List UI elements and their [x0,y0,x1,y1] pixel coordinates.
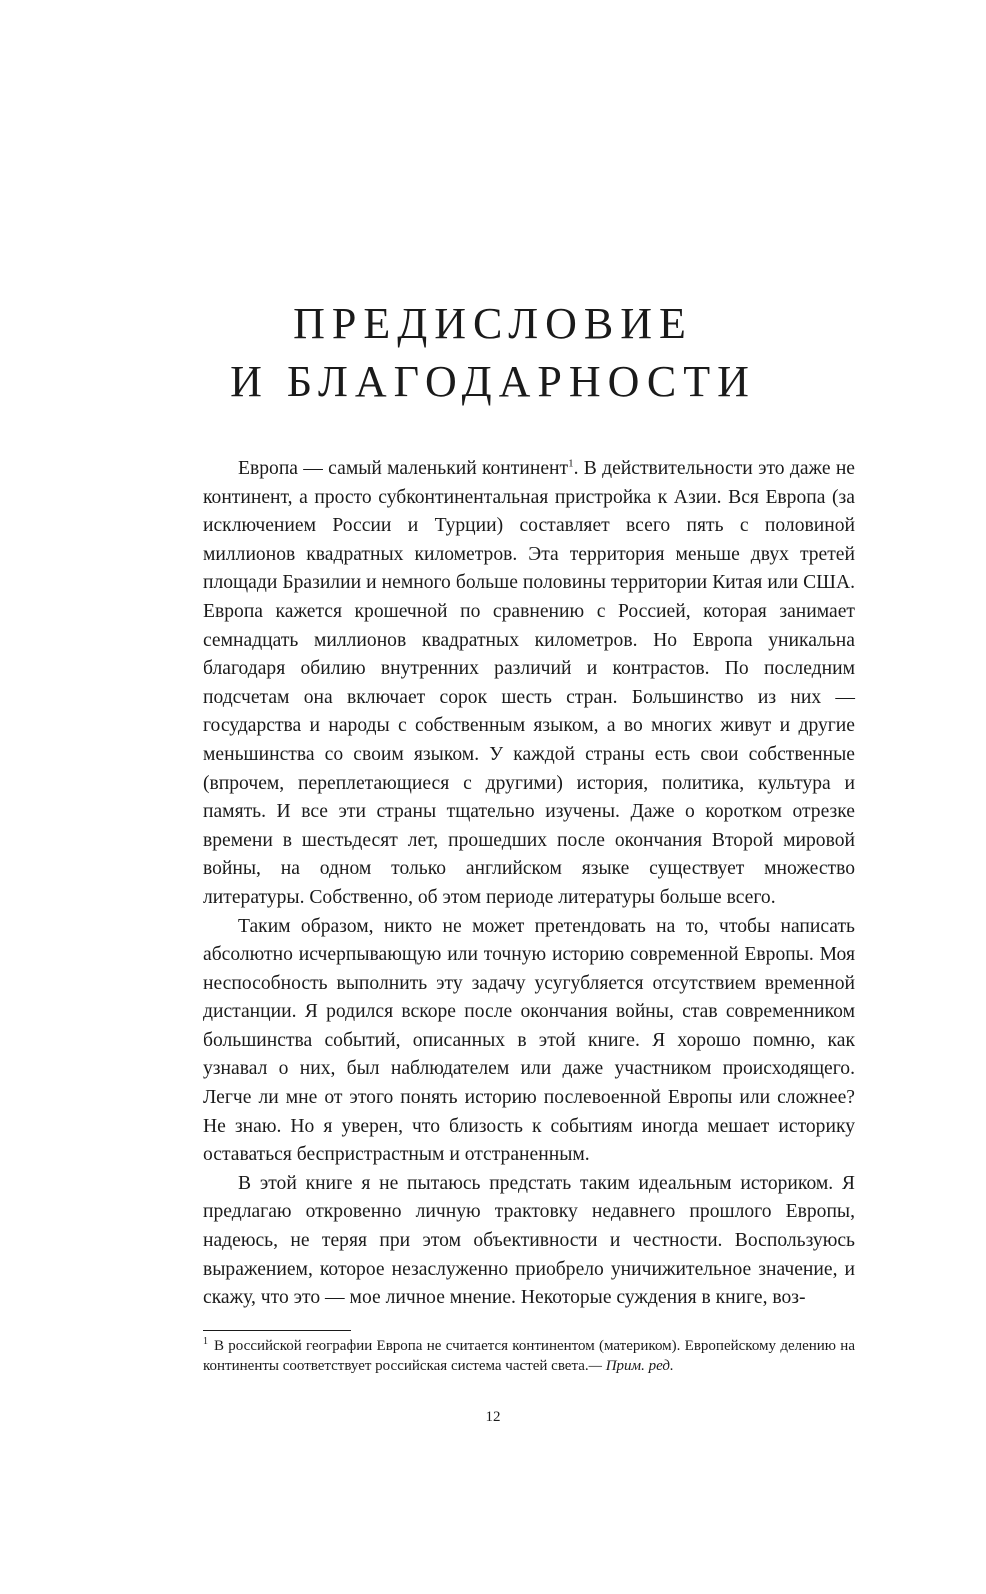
footnote [203,1336,855,1376]
chapter-title-line-1: ПРЕДИСЛОВИЕ [293,299,693,348]
paragraph-1-text-start: Европа — самый маленький континент [238,458,569,479]
paragraph-2: Таким образом, никто не может претендовать на то, чтобы написать абсолютно исчерпывающую или точную историю современной Европы. Моя неспособность выполнить эту задачу усугубляется отсутствием временной дистанции. Я родился вскоре после окончания войны, став современником большинства событий, описанных в этой книге. Я хорошо помню, как узнавал о них, был наблюдателем или даже участником происходящего. Легче ли мне от этого понять историю послевоенной Европы или сложнее? Не знаю. Но я уверен, что близость к событиям иногда мешает историку оставаться беспристрастным и отстраненным. [203,915,855,1166]
chapter-title-line-2: И БЛАГОДАРНОСТИ [230,357,756,406]
page-number: 12 [485,1409,501,1425]
paragraph-3: В этой книге я не пытаюсь предстать таким идеальным историком. Я предлагаю откровенно личную трактовку недавнего прошлого Европы, надеюсь, не теряя при этом объективности и честности. Воспользуюсь выражением, которое незаслуженно приобрело уничижительное значение, и скажу, что это — мое личное мнение. Некоторые суждения в книге, воз- [203,1172,855,1309]
paragraph-1-text-end: . В действительности это даже не континент, а просто субконтинентальная пристройка к Азии. Вся Европа (за исключением России и Турции) составляет всего пять с половиной миллионов квадратных километров. Эта территория меньше двух третей площади Бразилии и немного больше половины территории Китая или США. Европа кажется крошечной по сравнению с Россией, которая занимает семнадцать миллионов квадратных километров. Но Европа уникальна благодаря обилию внутренних различий и контрастов. По последним подсчетам она включает сорок шесть стран. Большинство из них — государства и народы с собственным языком, а во многих живут и другие меньшинства со своим языком. У каждой страны есть свои собственные (впрочем, переплетающиеся с другими) история, политика, культура и память. И все эти страны тщательно изучены. Даже о коротком отрезке времени в шестьдесят лет, прошедших после окончания Второй мировой войны, на одном только английском языке существует множество литературы. Собственно, об этом периоде литературы больше всего. [203,458,855,908]
footnote-reference: 1 [568,457,574,470]
footnote-number: 1 [203,1336,208,1347]
footnote-text: В российской географии Европа не считается континентом (материком). Европейскому делению на континенты соответствует российская система частей света. [203,1338,855,1374]
paragraph-1 [203,455,855,913]
footnote-editor-note: — Прим. ред. [588,1358,674,1374]
footnote-divider [203,1330,351,1331]
body-text [203,455,855,1313]
